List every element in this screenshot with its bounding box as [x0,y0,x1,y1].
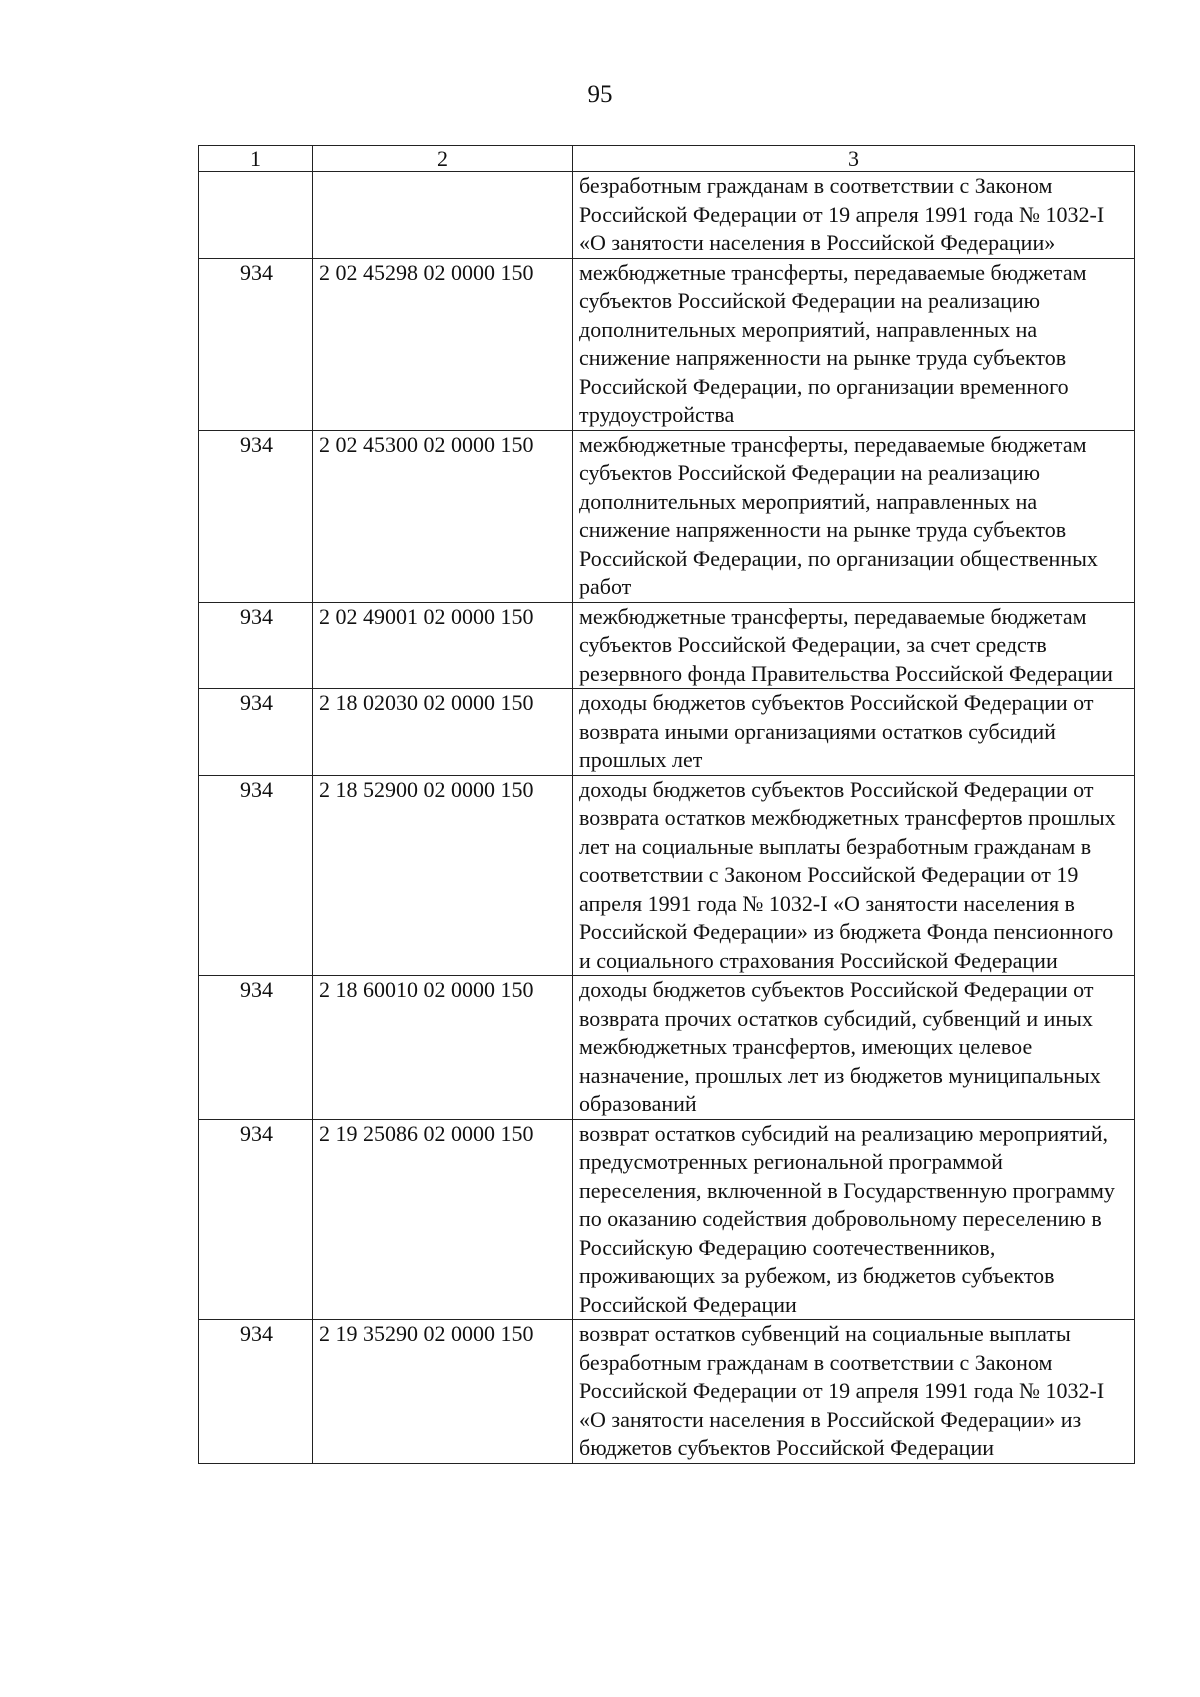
table-row [199,258,1135,430]
income-description-cell: безработным гражданам в соответствии с Законом Российской Федерации от 19 апреля 1991 года № 1032-I «О занятости населения в Российской Федерации» [573,172,1135,259]
column-header-2: 2 [313,146,573,172]
table-row [199,976,1135,1120]
income-description-cell: межбюджетные трансферты, передаваемые бюджетам субъектов Российской Федерации на реализацию дополнительных мероприятий, направленных на снижение напряженности на рынке труда субъектов Российской Федерации, по организации временного трудоустройства [573,258,1135,430]
admin-code-cell [199,172,313,259]
income-code-cell [313,172,573,259]
income-description-cell: доходы бюджетов субъектов Российской Федерации от возврата прочих остатков субсидий, субвенций и иных межбюджетных трансфертов, имеющих целевое назначение, прошлых лет из бюджетов муниципальных образований [573,976,1135,1120]
admin-code-cell: 934 [199,430,313,602]
table-row [199,172,1135,259]
income-code-cell: 2 02 45300 02 0000 150 [313,430,573,602]
income-description-cell: доходы бюджетов субъектов Российской Федерации от возврата иными организациями остатков субсидий прошлых лет [573,689,1135,776]
admin-code-cell: 934 [199,689,313,776]
table-row [199,1119,1135,1320]
income-code-cell: 2 19 35290 02 0000 150 [313,1320,573,1464]
income-description-cell: возврат остатков субсидий на реализацию мероприятий, предусмотренных региональной программой переселения, включенной в Государственную программу по оказанию содействия добровольному переселению в Российскую Федерацию соотечественников, проживающих за рубежом, из бюджетов субъектов Российской Федерации [573,1119,1135,1320]
admin-code-cell: 934 [199,258,313,430]
income-code-cell: 2 19 25086 02 0000 150 [313,1119,573,1320]
page-number: 95 [587,81,613,108]
income-code-cell: 2 02 45298 02 0000 150 [313,258,573,430]
column-header-3: 3 [573,146,1135,172]
admin-code-cell: 934 [199,1320,313,1464]
income-description-cell: межбюджетные трансферты, передаваемые бюджетам субъектов Российской Федерации, за счет средств резервного фонда Правительства Российской Федерации [573,602,1135,689]
admin-code-cell: 934 [199,976,313,1120]
income-code-cell: 2 18 60010 02 0000 150 [313,976,573,1120]
table-row [199,430,1135,602]
income-code-cell: 2 18 02030 02 0000 150 [313,689,573,776]
column-header-1: 1 [199,146,313,172]
table-header-row [199,146,1135,172]
admin-code-cell: 934 [199,775,313,976]
table-row [199,1320,1135,1464]
budget-classification-table [198,145,1135,1464]
table-row [199,602,1135,689]
admin-code-cell: 934 [199,1119,313,1320]
admin-code-cell: 934 [199,602,313,689]
income-code-cell: 2 02 49001 02 0000 150 [313,602,573,689]
income-code-cell: 2 18 52900 02 0000 150 [313,775,573,976]
income-description-cell: доходы бюджетов субъектов Российской Федерации от возврата остатков межбюджетных трансфертов прошлых лет на социальные выплаты безработным гражданам в соответствии с Законом Российской Федерации от 19 апреля 1991 года № 1032-I «О занятости населения в Российской Федерации» из бюджета Фонда пенсионного и социального страхования Российской Федерации [573,775,1135,976]
income-description-cell: возврат остатков субвенций на социальные выплаты безработным гражданам в соответствии с Законом Российской Федерации от 19 апреля 1991 года № 1032-I «О занятости населения в Российской Федерации» из бюджетов субъектов Российской Федерации [573,1320,1135,1464]
income-description-cell: межбюджетные трансферты, передаваемые бюджетам субъектов Российской Федерации на реализацию дополнительных мероприятий, направленных на снижение напряженности на рынке труда субъектов Российской Федерации, по организации общественных работ [573,430,1135,602]
table-row [199,775,1135,976]
table-row [199,689,1135,776]
